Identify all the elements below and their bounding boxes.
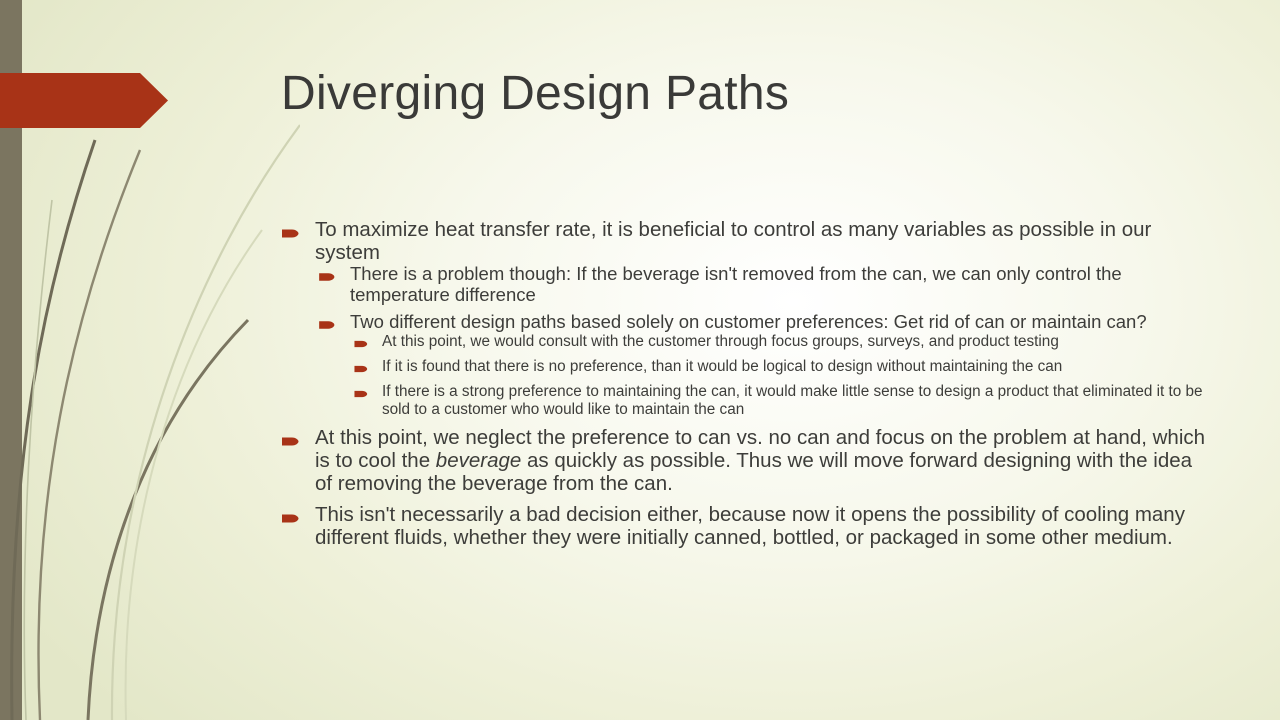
bullet-list-level-1 — [278, 218, 1213, 549]
arrow-bullet-icon — [354, 336, 368, 354]
arrow-bullet-icon — [282, 507, 299, 530]
bullet-list-level-2 — [315, 264, 1213, 419]
list-item-text: Two different design paths based solely on customer preferences: Get rid of can or maintain can? — [350, 311, 1147, 333]
list-item-text: At this point, we neglect the preference to can vs. no can and focus on the problem at hand, which is to cool the beverage as quickly as possible. Thus we will move forward designing with the idea of removing the beverage from the can. — [315, 426, 1206, 496]
slide-title: Diverging Design Paths — [281, 67, 790, 120]
list-item-text: This isn't necessarily a bad decision either, because now it opens the possibility of cooling many different fluids, whether they were initially canned, bottled, or packaged in some other medium. — [315, 502, 1185, 549]
list-item-text: At this point, we would consult with the customer through focus groups, surveys, and product testing — [382, 332, 1059, 350]
arrow-bullet-icon — [282, 222, 299, 245]
arrow-bullet-icon — [319, 315, 335, 336]
list-item — [278, 218, 1213, 419]
list-item — [315, 264, 1213, 306]
list-item — [350, 333, 1213, 351]
slide-body — [278, 218, 1213, 556]
list-item — [350, 358, 1213, 376]
accent-arrow-banner — [0, 73, 168, 128]
list-item — [278, 503, 1213, 549]
arrow-bullet-icon — [354, 386, 368, 404]
list-item — [315, 312, 1213, 419]
list-item-text: If it is found that there is no preference, than it would be logical to design without maintaining the can — [382, 358, 1063, 376]
bullet-list-level-3 — [350, 333, 1213, 419]
arrow-bullet-icon — [319, 267, 335, 288]
list-item — [278, 426, 1213, 495]
list-item-text: To maximize heat transfer rate, it is beneficial to control as many variables as possible in our system — [315, 218, 1152, 265]
arrow-bullet-icon — [354, 361, 368, 379]
list-item-text: If there is a strong preference to maintaining the can, it would make little sense to design a product that eliminated it to be sold to a customer who would like to maintain the can — [382, 383, 1203, 419]
list-item — [350, 383, 1213, 419]
list-item-text: There is a problem though: If the beverage isn't removed from the can, we can only control the temperature difference — [350, 263, 1122, 306]
arrow-bullet-icon — [282, 430, 299, 453]
